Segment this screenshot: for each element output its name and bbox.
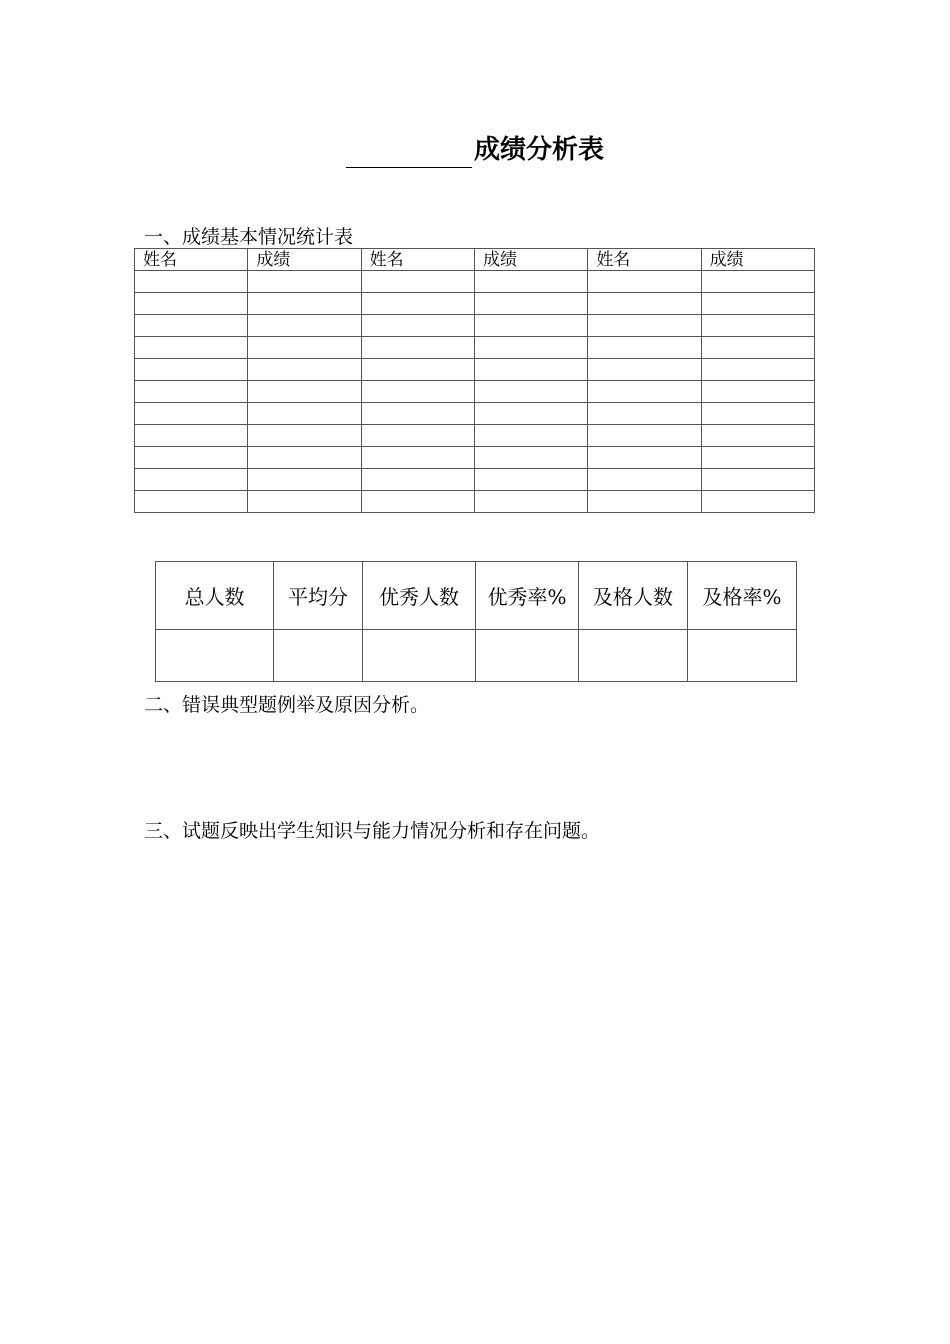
student-name-cell[interactable] (135, 337, 248, 359)
student-name-cell[interactable] (588, 337, 701, 359)
score-table-header-name: 姓名 (588, 249, 701, 271)
student-score-cell[interactable] (474, 293, 587, 315)
student-score-cell[interactable] (701, 425, 814, 447)
table-row (135, 359, 815, 381)
summary-value-excellent-rate[interactable] (476, 630, 579, 682)
student-score-cell[interactable] (701, 491, 814, 513)
student-score-cell[interactable] (248, 337, 361, 359)
student-score-cell[interactable] (474, 447, 587, 469)
table-row (135, 425, 815, 447)
student-score-cell[interactable] (474, 337, 587, 359)
student-score-cell[interactable] (248, 359, 361, 381)
student-score-cell[interactable] (248, 425, 361, 447)
score-table-header-row (135, 249, 815, 271)
student-name-cell[interactable] (588, 359, 701, 381)
student-score-cell[interactable] (474, 425, 587, 447)
student-score-cell[interactable] (248, 271, 361, 293)
table-row (135, 447, 815, 469)
student-score-cell[interactable] (248, 403, 361, 425)
summary-table (155, 561, 797, 682)
summary-value-pass-rate[interactable] (688, 630, 797, 682)
table-row (135, 403, 815, 425)
student-score-cell[interactable] (474, 403, 587, 425)
student-name-cell[interactable] (135, 469, 248, 491)
section-1-heading: 一、成绩基本情况统计表 (144, 226, 354, 248)
student-score-cell[interactable] (474, 469, 587, 491)
table-row (135, 381, 815, 403)
section-3-heading: 三、试题反映出学生知识与能力情况分析和存在问题。 (144, 820, 601, 842)
student-name-cell[interactable] (588, 315, 701, 337)
table-row (135, 469, 815, 491)
section-2-heading: 二、错误典型题例举及原因分析。 (144, 694, 430, 716)
student-name-cell[interactable] (588, 469, 701, 491)
student-name-cell[interactable] (588, 425, 701, 447)
score-table (134, 248, 815, 513)
student-score-cell[interactable] (474, 359, 587, 381)
student-score-cell[interactable] (701, 337, 814, 359)
student-name-cell[interactable] (361, 491, 474, 513)
student-score-cell[interactable] (701, 359, 814, 381)
student-name-cell[interactable] (361, 271, 474, 293)
student-score-cell[interactable] (248, 315, 361, 337)
summary-header-pass-rate: 及格率% (688, 562, 797, 630)
student-name-cell[interactable] (361, 425, 474, 447)
summary-header-total: 总人数 (156, 562, 274, 630)
score-table-body (135, 271, 815, 513)
student-score-cell[interactable] (701, 293, 814, 315)
summary-value-pass-count[interactable] (579, 630, 688, 682)
student-score-cell[interactable] (248, 293, 361, 315)
title-blank-line (346, 139, 472, 168)
summary-value-excellent-count[interactable] (363, 630, 476, 682)
table-row (135, 293, 815, 315)
student-score-cell[interactable] (701, 315, 814, 337)
student-score-cell[interactable] (701, 381, 814, 403)
summary-header-pass-count: 及格人数 (579, 562, 688, 630)
student-score-cell[interactable] (474, 491, 587, 513)
student-name-cell[interactable] (361, 381, 474, 403)
summary-header-row (156, 562, 797, 630)
student-name-cell[interactable] (135, 381, 248, 403)
summary-value-average[interactable] (274, 630, 363, 682)
student-name-cell[interactable] (588, 381, 701, 403)
student-name-cell[interactable] (361, 315, 474, 337)
student-name-cell[interactable] (135, 293, 248, 315)
student-score-cell[interactable] (701, 469, 814, 491)
summary-header-excellent-rate: 优秀率% (476, 562, 579, 630)
student-name-cell[interactable] (361, 337, 474, 359)
student-score-cell[interactable] (248, 491, 361, 513)
score-table-header-score: 成绩 (701, 249, 814, 271)
student-name-cell[interactable] (588, 447, 701, 469)
student-name-cell[interactable] (588, 293, 701, 315)
student-name-cell[interactable] (135, 271, 248, 293)
student-score-cell[interactable] (248, 447, 361, 469)
table-row (135, 337, 815, 359)
student-name-cell[interactable] (361, 469, 474, 491)
table-row (135, 315, 815, 337)
page-title (0, 132, 950, 168)
student-name-cell[interactable] (135, 315, 248, 337)
summary-header-excellent-count: 优秀人数 (363, 562, 476, 630)
title-text: 成绩分析表 (473, 135, 604, 165)
student-name-cell[interactable] (361, 293, 474, 315)
student-score-cell[interactable] (701, 447, 814, 469)
student-name-cell[interactable] (588, 491, 701, 513)
student-score-cell[interactable] (474, 271, 587, 293)
score-table-header-score: 成绩 (474, 249, 587, 271)
student-score-cell[interactable] (248, 469, 361, 491)
score-table-header-name: 姓名 (361, 249, 474, 271)
student-name-cell[interactable] (588, 403, 701, 425)
student-score-cell[interactable] (474, 315, 587, 337)
student-score-cell[interactable] (701, 271, 814, 293)
student-name-cell[interactable] (135, 359, 248, 381)
student-name-cell[interactable] (361, 447, 474, 469)
summary-header-average: 平均分 (274, 562, 363, 630)
student-name-cell[interactable] (135, 447, 248, 469)
table-row (135, 271, 815, 293)
student-name-cell[interactable] (135, 403, 248, 425)
student-name-cell[interactable] (135, 491, 248, 513)
summary-value-total[interactable] (156, 630, 274, 682)
student-name-cell[interactable] (588, 271, 701, 293)
student-name-cell[interactable] (361, 359, 474, 381)
table-row (135, 491, 815, 513)
score-table-header-score: 成绩 (248, 249, 361, 271)
student-score-cell[interactable] (701, 403, 814, 425)
student-score-cell[interactable] (474, 381, 587, 403)
score-table-header-name: 姓名 (135, 249, 248, 271)
summary-value-row (156, 630, 797, 682)
student-name-cell[interactable] (135, 425, 248, 447)
student-name-cell[interactable] (361, 403, 474, 425)
student-score-cell[interactable] (248, 381, 361, 403)
